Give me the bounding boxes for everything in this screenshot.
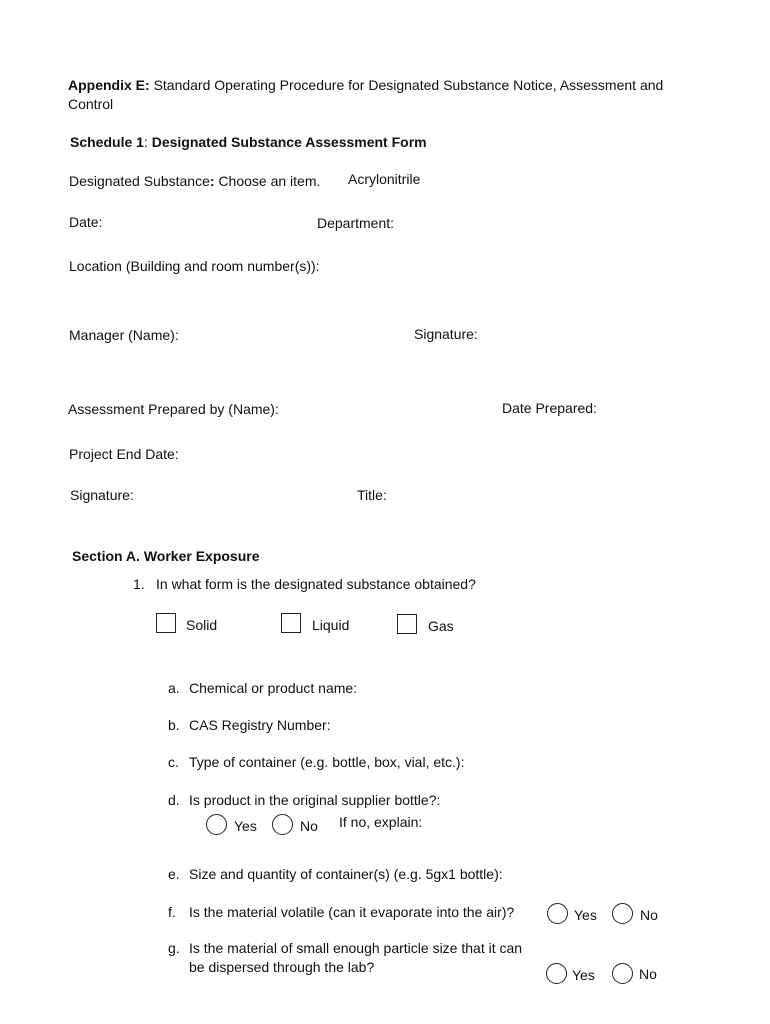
- item-f-text: Is the material volatile (can it evaporate into the air)?: [189, 904, 515, 920]
- substance-label: Designated Substance: [69, 173, 210, 189]
- gas-label: Gas: [428, 618, 454, 634]
- appendix-title: [68, 76, 708, 114]
- schedule-heading: [70, 133, 427, 151]
- item-d-no-label: No: [300, 818, 318, 834]
- department-label: Department:: [317, 215, 395, 231]
- item-g-text-line2: be dispersed through the lab?: [189, 959, 375, 975]
- manager-signature-label: Signature:: [414, 326, 478, 342]
- question-1-number: 1.: [133, 576, 145, 592]
- substance-colon: :: [209, 173, 215, 189]
- item-f-no-label: No: [640, 907, 658, 923]
- location-label: Location (Building and room number(s)):: [69, 258, 320, 274]
- substance-value[interactable]: Acrylonitrile: [348, 171, 421, 187]
- item-d-yes-label: Yes: [234, 818, 257, 834]
- item-b-text: CAS Registry Number:: [189, 717, 331, 733]
- item-g-yes-radio[interactable]: [546, 963, 567, 984]
- date-prepared-label: Date Prepared:: [502, 400, 597, 416]
- item-e-text: Size and quantity of container(s) (e.g. 5gx1 bottle):: [189, 866, 503, 882]
- liquid-checkbox[interactable]: [281, 613, 301, 633]
- date-label: Date:: [69, 214, 103, 230]
- item-g-text: Is the material of small enough particle size that it can: [189, 940, 523, 956]
- item-f-yes-radio[interactable]: [547, 903, 568, 924]
- item-d-text: Is product in the original supplier bottle?:: [189, 792, 441, 808]
- appendix-label: Appendix E:: [68, 77, 150, 93]
- item-d-if-no-label: If no, explain:: [339, 814, 423, 830]
- appendix-title-text: Standard Operating Procedure for Designated Substance Notice, Assessment and Control: [68, 77, 664, 112]
- project-end-label: Project End Date:: [69, 446, 179, 462]
- item-d-letter: d.: [168, 792, 180, 808]
- solid-label: Solid: [186, 617, 218, 633]
- manager-label: Manager (Name):: [69, 327, 179, 343]
- item-g-letter: g.: [168, 940, 180, 956]
- item-g-yes-label: Yes: [572, 967, 595, 983]
- item-d-yes-radio[interactable]: [206, 814, 227, 835]
- schedule-title: Designated Substance Assessment Form: [151, 134, 427, 150]
- signature-label: Signature:: [70, 487, 134, 503]
- item-f-yes-label: Yes: [574, 907, 597, 923]
- item-e-letter: e.: [168, 866, 180, 882]
- schedule-colon: :: [143, 134, 148, 150]
- question-1-text: In what form is the designated substance obtained?: [156, 576, 476, 592]
- item-c-letter: c.: [168, 754, 179, 770]
- item-d-no-radio[interactable]: [272, 814, 293, 835]
- liquid-label: Liquid: [312, 617, 350, 633]
- item-c-text: Type of container (e.g. bottle, box, vial, etc.):: [189, 754, 465, 770]
- section-a-heading: Section A. Worker Exposure: [72, 548, 260, 564]
- item-f-no-radio[interactable]: [612, 903, 633, 924]
- gas-checkbox[interactable]: [397, 614, 417, 634]
- solid-checkbox[interactable]: [156, 613, 176, 633]
- item-b-letter: b.: [168, 717, 180, 733]
- prepared-by-label: Assessment Prepared by (Name):: [68, 401, 279, 417]
- title-label: Title:: [357, 487, 387, 503]
- item-a-letter: a.: [168, 680, 180, 696]
- item-g-no-label: No: [639, 966, 657, 982]
- item-g-no-radio[interactable]: [612, 963, 633, 984]
- substance-dropdown[interactable]: Choose an item.: [218, 173, 321, 189]
- item-a-text: Chemical or product name:: [189, 680, 358, 696]
- item-f-letter: f.: [168, 904, 176, 920]
- substance-row: [69, 172, 320, 190]
- schedule-label: Schedule 1: [70, 134, 144, 150]
